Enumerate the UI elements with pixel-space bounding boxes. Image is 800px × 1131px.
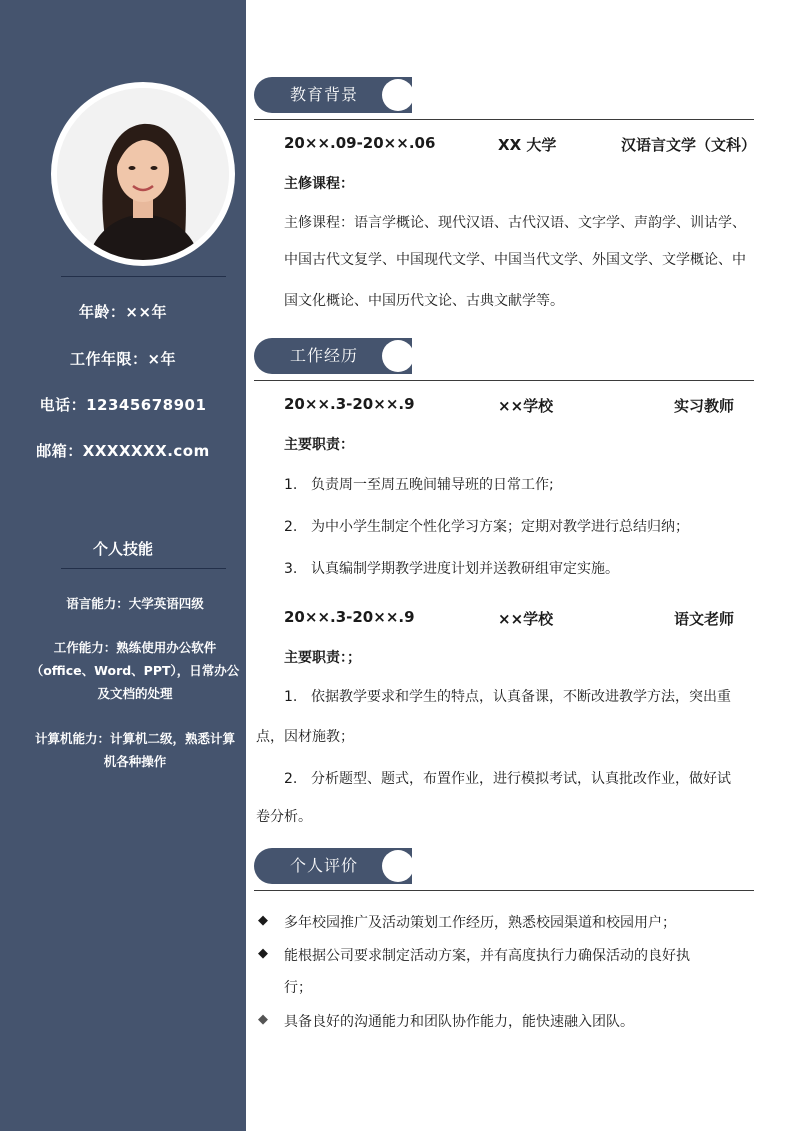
duty-text: 为中小学生制定个性化学习方案；定期对教学进行总结归纳； (311, 519, 689, 535)
courses-line-1: 主修课程：语言学概论、现代汉语、古代汉语、文字学、声韵学、训诂学、 (284, 215, 746, 231)
sidebar (0, 0, 246, 1131)
duty-text: 分析题型、题式，布置作业，进行模拟考试，认真批改作业，做好试 (311, 771, 731, 787)
work-header (254, 338, 754, 374)
duty-number: 3. (284, 561, 298, 577)
duty-text-cont: 卷分析。 (256, 809, 312, 825)
diamond-icon: ◆ (258, 946, 268, 961)
skills-divider (61, 568, 226, 569)
skill-language: 语言能力：大学英语四级 (66, 596, 204, 611)
evaluation-header (254, 848, 754, 884)
education-major: 汉语言文学（文科） (620, 136, 756, 154)
duty-text: 依据教学要求和学生的特点，认真备课，不断改进教学方法，突出重 (311, 689, 731, 705)
skills-title: 个人技能 (92, 540, 153, 558)
evaluation-item: 多年校园推广及活动策划工作经历，熟悉校园渠道和校园用户； (284, 915, 676, 931)
pill-notch (382, 340, 414, 372)
work-years-info: 工作年限：×年 (69, 350, 177, 368)
education-title: 教育背景 (290, 85, 359, 104)
education-row (284, 134, 756, 156)
pill-notch (382, 79, 414, 111)
duties-label: 主要职责：； (284, 650, 361, 666)
duty-number: 2. (284, 771, 298, 787)
job-period: 20××.3-20××.9 (284, 395, 415, 413)
duty-text: 认真编制学期教学进度计划并送教研组审定实施。 (311, 561, 619, 577)
job-period: 20××.3-20××.9 (284, 608, 415, 626)
duty-number: 1. (284, 689, 298, 705)
duty-number: 1. (284, 477, 298, 493)
phone-info: 电话：12345678901 (39, 396, 207, 414)
avatar-frame (51, 82, 235, 266)
skill-computer: 计算机能力：计算机二级，熟悉计算机各种操作 (34, 731, 235, 769)
job-role: 语文老师 (673, 610, 734, 628)
courses-label: 主修课程： (284, 176, 354, 192)
pill-notch (382, 850, 414, 882)
section-rule (254, 119, 754, 120)
job-org: ××学校 (498, 610, 554, 628)
sidebar-divider (61, 276, 226, 277)
evaluation-title: 个人评价 (290, 856, 359, 875)
job-org: ××学校 (498, 397, 554, 415)
duty-text: 负责周一至周五晚间辅导班的日常工作; (311, 477, 554, 493)
avatar (57, 88, 229, 260)
section-rule (254, 890, 754, 891)
duty-text-cont: 点，因材施教； (256, 729, 354, 745)
diamond-icon: ◆ (258, 1012, 268, 1027)
email-info: 邮箱：XXXXXXX.com (36, 442, 210, 460)
education-header (254, 77, 754, 113)
evaluation-item: 具备良好的沟通能力和团队协作能力，能快速融入团队。 (284, 1014, 634, 1030)
skill-office: 工作能力：熟练使用办公软件（office、Word、PPT），日常办公及文档的处理 (30, 640, 240, 701)
portrait-photo (57, 88, 229, 260)
evaluation-item-cont: 行； (284, 980, 312, 996)
job-row-1 (284, 395, 756, 417)
duty-number: 2. (284, 519, 298, 535)
job-role: 实习教师 (673, 397, 734, 415)
education-period: 20××.09-20××.06 (284, 134, 436, 152)
job-row-2 (284, 608, 756, 630)
courses-line-3: 国文化概论、中国历代文论、古典文献学等。 (284, 293, 564, 309)
evaluation-item: 能根据公司要求制定活动方案，并有高度执行力确保活动的良好执 (284, 948, 690, 964)
age-info: 年龄：××年 (78, 303, 168, 321)
section-rule (254, 380, 754, 381)
courses-line-2: 中国古代文复学、中国现代文学、中国当代文学、外国文学、文学概论、中 (284, 252, 746, 268)
work-title: 工作经历 (290, 346, 359, 365)
education-school: XX 大学 (498, 136, 557, 154)
duties-label: 主要职责： (284, 437, 354, 453)
diamond-icon: ◆ (258, 913, 268, 928)
